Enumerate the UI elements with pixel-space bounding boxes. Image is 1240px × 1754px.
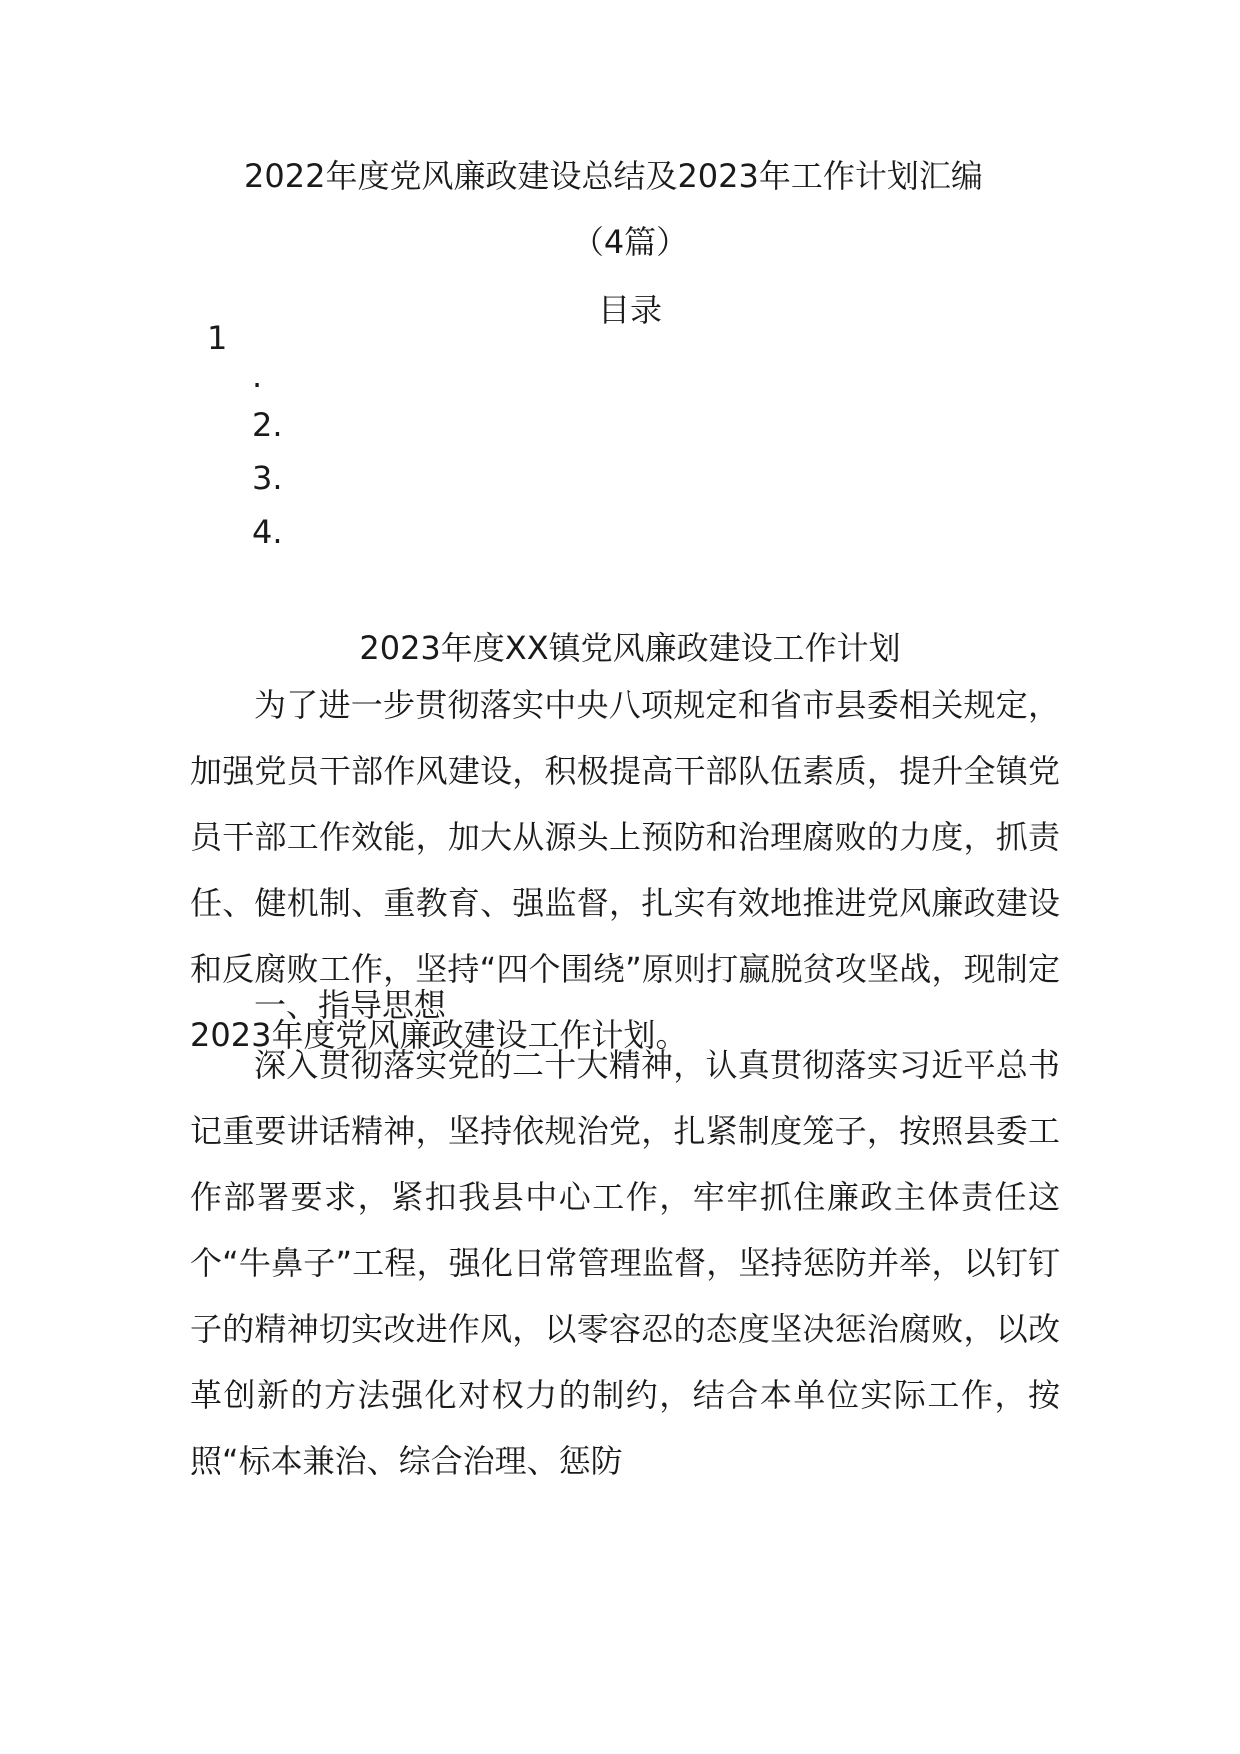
toc-item-1: 1 [207,319,228,357]
toc-item-1-dot: . [252,357,263,395]
document-title-subtitle: （4篇） [571,223,689,261]
toc-item-4: 4. [252,513,283,551]
section-heading-guiding-ideology: 一、指导思想 [254,986,447,1024]
paragraph-intro: 为了进一步贯彻落实中央八项规定和省市县委相关规定，加强党员干部作风建设，积极提高干部队伍素质，提升全镇党员干部工作效能，加大从源头上预防和治理腐败的力度，抓责任、健机制、重教育、强监督，扎实有效地推进党风廉政建设和反腐败工作，坚持“四个围绕”原则打赢脱贫攻坚战，现制定2023年度党风廉政建设工作计划。 [190,686,1060,1054]
paragraph-guiding-ideology: 深入贯彻落实党的二十大精神，认真贯彻落实习近平总书记重要讲话精神，坚持依规治党，扎紧制度笼子，按照县委工作部署要求，紧扣我县中心工作，牢牢抓住廉政主体责任这个“牛鼻子”工程，强化日常管理监督，坚持惩防并举，以钉钉子的精神切实改进作风，以零容忍的态度坚决惩治腐败，以改革创新的方法强化对权力的制约，结合本单位实际工作，按照“标本兼治、综合治理、惩防 [190,1046,1060,1480]
toc-item-3: 3. [252,459,283,497]
toc-item-2: 2. [252,406,283,444]
toc-heading: 目录 [597,291,662,329]
document-title: 2022年度党风廉政建设总结及2023年工作计划汇编 [244,157,983,195]
plan-title: 2023年度XX镇党风廉政建设工作计划 [359,629,901,667]
